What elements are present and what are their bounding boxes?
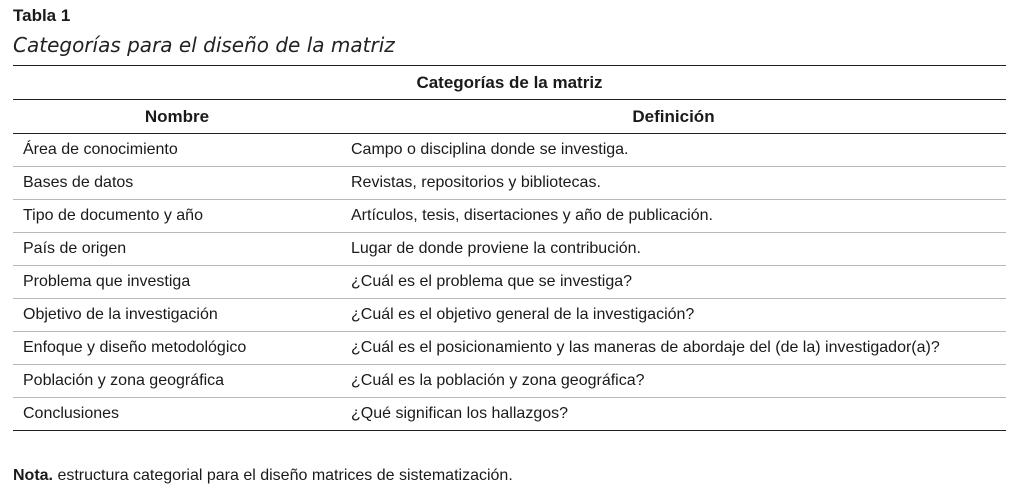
- row-definition: Lugar de donde proviene la contribución.: [341, 233, 1006, 266]
- table-row: [13, 233, 1006, 266]
- table-row: [13, 266, 1006, 299]
- table-row: [13, 398, 1006, 431]
- row-name: País de origen: [13, 233, 341, 266]
- row-definition: ¿Cuál es el problema que se investiga?: [341, 266, 1006, 299]
- table-caption: Categorías para el diseño de la matriz: [13, 33, 395, 57]
- row-definition: ¿Cuál es el posicionamiento y las maneras de abordaje del (de la) investigador(a)?: [341, 332, 1006, 365]
- row-name: Problema que investiga: [13, 266, 341, 299]
- table-row: [13, 167, 1006, 200]
- row-name: Bases de datos: [13, 167, 341, 200]
- row-definition: ¿Cuál es el objetivo general de la investigación?: [341, 299, 1006, 332]
- super-header: Categorías de la matriz: [13, 66, 1006, 100]
- row-definition: ¿Cuál es la población y zona geográfica?: [341, 365, 1006, 398]
- row-name: Enfoque y diseño metodológico: [13, 332, 341, 365]
- super-header-row: [13, 66, 1006, 100]
- row-name: Objetivo de la investigación: [13, 299, 341, 332]
- table-row: [13, 299, 1006, 332]
- column-header-nombre: Nombre: [13, 100, 341, 134]
- table-label: Tabla 1: [13, 6, 71, 25]
- table-header: [13, 66, 1006, 134]
- column-header-definicion: Definición: [341, 100, 1006, 134]
- note-text: estructura categorial para el diseño matrices de sistematización.: [53, 467, 513, 484]
- table-body: [13, 134, 1006, 431]
- row-definition: Revistas, repositorios y bibliotecas.: [341, 167, 1006, 200]
- row-name: Conclusiones: [13, 398, 341, 431]
- table-row: [13, 200, 1006, 233]
- row-name: Población y zona geográfica: [13, 365, 341, 398]
- table-container: [13, 65, 1006, 431]
- row-definition: Artículos, tesis, disertaciones y año de publicación.: [341, 200, 1006, 233]
- category-table: [13, 65, 1006, 431]
- note-label: Nota.: [13, 467, 53, 484]
- table-row: [13, 365, 1006, 398]
- table-row: [13, 332, 1006, 365]
- table-row: [13, 134, 1006, 167]
- row-definition: ¿Qué significan los hallazgos?: [341, 398, 1006, 431]
- row-name: Área de conocimiento: [13, 134, 341, 167]
- column-header-row: [13, 100, 1006, 134]
- row-name: Tipo de documento y año: [13, 200, 341, 233]
- row-definition: Campo o disciplina donde se investiga.: [341, 134, 1006, 167]
- table-note: [13, 467, 513, 485]
